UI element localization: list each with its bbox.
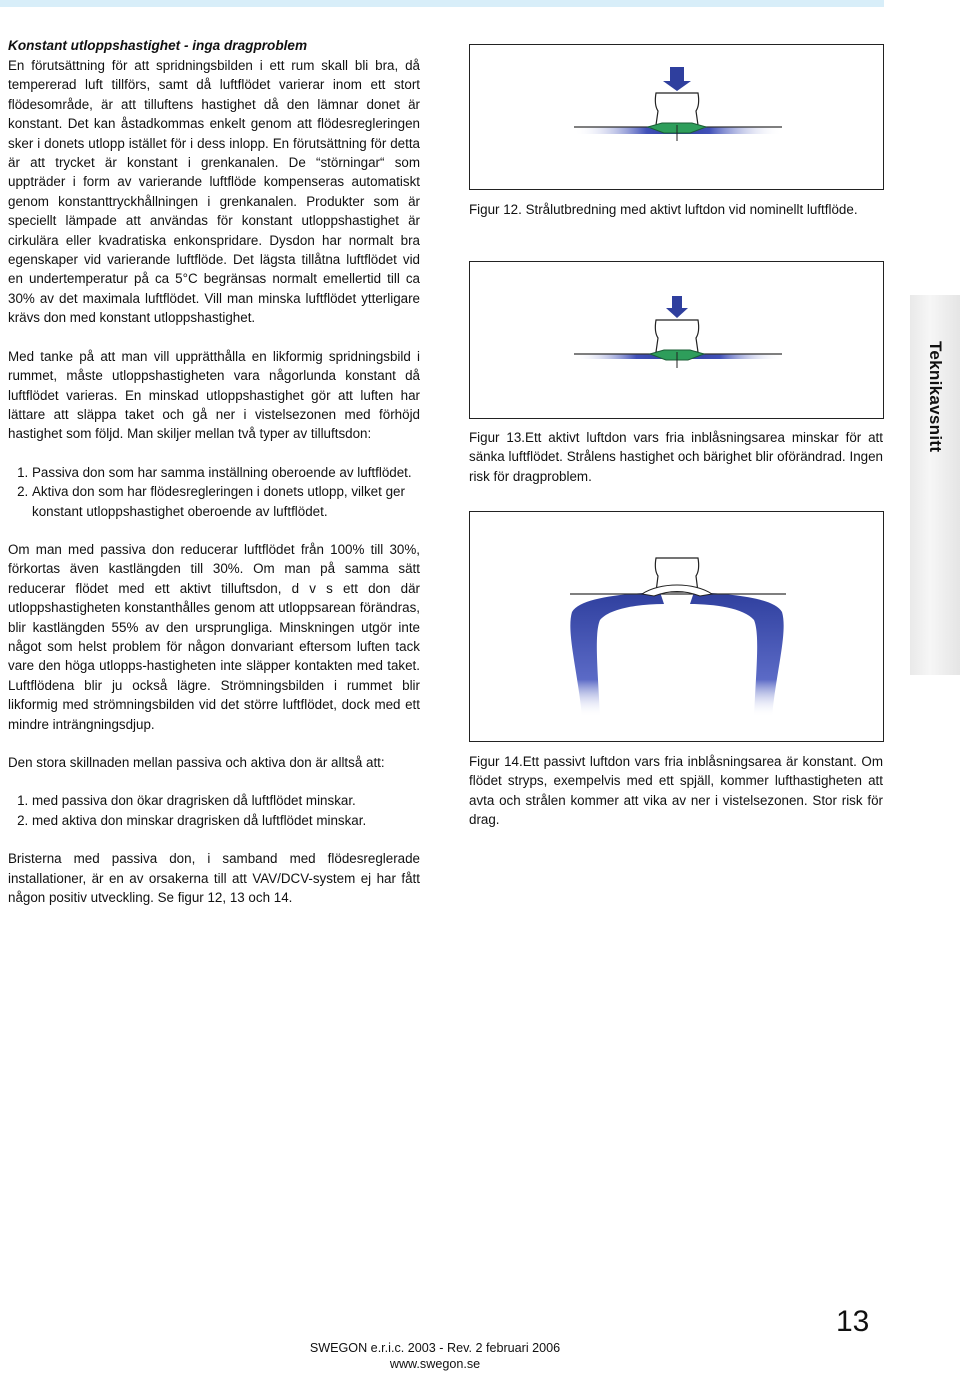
- list-item: 1. med passiva don ökar dragrisken då luftflödet minskar.: [32, 791, 420, 810]
- footer-website-link[interactable]: www.swegon.se: [389, 1357, 481, 1371]
- paragraph-difference: Den stora skillnaden mellan passiva och aktiva don är alltså att:: [8, 755, 385, 770]
- section-sidebar: [910, 295, 960, 675]
- figure-14-diagram: [470, 512, 883, 741]
- inflow-arrow-icon: [663, 67, 691, 91]
- footer-copyright: SWEGON e.r.i.c. 2003 - Rev. 2 februari 2006: [309, 1341, 561, 1355]
- page-number: 13: [836, 1305, 870, 1338]
- footer: [260, 1340, 610, 1372]
- figure-12: [469, 44, 884, 190]
- list-item: 2. Aktiva don som har flödesregleringen i donets utlopp, vilket ger konstant utloppshastighet oberoende av luftflödet.: [32, 482, 420, 521]
- paragraph-uniform-spread: Med tanke på att man vill upprätthålla en likformig spridningsbild i rummet, måste utloppshastigheten vara någorlunda konstant då luftflödet varieras. En minskad utloppshastighet gör att luften har lättare att släppa taket och gå ner i vistelsezonen med förhöjd hastighet som följd. Man skiljer mellan två typer av tilluftsdon:: [8, 348, 420, 442]
- figure-12-diagram: [470, 45, 883, 189]
- list-item: 1. Passiva don som har samma inställning oberoende av luftflödet.: [32, 463, 420, 482]
- figure-14-caption: Figur 14.Ett passivt luftdon vars fria inblåsningsarea är konstant. Om flödet stryps, exempelvis med ett spjäll, kommer lufthastigheten att avta och strålen kommer att vika av ner i vistelsezonen. Stor risk för drag.: [469, 754, 883, 828]
- figure-13-caption: Figur 13.Ett aktivt luftdon vars fria inblåsningsarea minskar för att sänka luftflödet. Strålens hastighet och bärighet blir oförändrad. Ingen risk för dragproblem.: [469, 430, 883, 484]
- paragraph-conclusion: Bristerna med passiva don, i samband med flödesreglerade installationer, är en av orsakerna till att VAV/DCV-system ej har fått någon positiv utveckling. Se figur 12, 13 och 14.: [8, 851, 420, 906]
- airflow-plume-right: [690, 592, 784, 717]
- figure-12-caption: Figur 12. Strålutbredning med aktivt luftdon vid nominellt luftflöde.: [469, 202, 858, 217]
- main-text-column: [8, 36, 420, 926]
- airflow-plume-left: [570, 592, 664, 717]
- paragraph-throw-length: Om man med passiva don reducerar luftflödet från 100% till 30%, förkortas även kastlängden till 30%. Om man på samma sätt reducerar flödet med ett aktivt tilluftsdon, d v s ett don där utloppshastigheten konstanthålles genom att utloppsarean förändras, blir kastlängden 55% av den ursprungliga. Minskningen utgör inte något som helst problem för någon donvariant eftersom luften tack vare den höga utlopps-hastigheten inte släpper kontakten med taket. Luftflödena blir ju också lägre. Strömningsbilden i rummet blir likformig med strömningsbilden vid det större luftflödet, dock med ett mindre inträngningsdjup.: [8, 541, 420, 732]
- paragraph-intro: En förutsättning för att spridningsbilden i ett rum skall bli bra, då tempererad luft tillförs, samt då luftflödet varierar inom ett stort flödesområde, är att tilluftens hastighet då den lämnar donet är konstant. Det kan åstadkommas enkelt genom att flödesregleringen sker i donets utlopp istället för i dess inlopp. En förutsättning för detta är att trycket är konstant i grenkanalen. De “störningar“ som uppträder i form av varierande luftflöde kompenseras automatiskt genom konstanttryckhållningen i grenkanalen. Produkter som är speciellt lämpade att användas för konstant utloppshastighet är cirkulära eller kvadratiska enkonspridare. Dysdon har normalt bra egenskaper vid varierande luftflöde. Det lägsta tillåtna luftflödet vid en undertemperatur på ca 5°C begränsas normalt emellertid till ca 30% av det maximala luftflödet. Vill man minska luftflödet ytterligare krävs don med konstant utloppshastighet.: [8, 58, 420, 326]
- diffuser-types-list: [8, 463, 420, 521]
- section-label: Teknikavsnitt: [926, 341, 945, 453]
- draught-risk-list: [8, 791, 420, 830]
- list-item: 2. med aktiva don minskar dragrisken då luftflödet minskar.: [32, 811, 420, 830]
- figure-13-diagram: [470, 262, 883, 418]
- figure-14: [469, 511, 884, 742]
- top-accent-bar: [0, 0, 884, 7]
- figure-13: [469, 261, 884, 419]
- diffuser-body: [655, 93, 698, 125]
- section-heading: Konstant utloppshastighet - inga dragproblem: [8, 38, 308, 53]
- diffuser-body: [655, 320, 698, 352]
- inflow-arrow-icon: [666, 296, 688, 318]
